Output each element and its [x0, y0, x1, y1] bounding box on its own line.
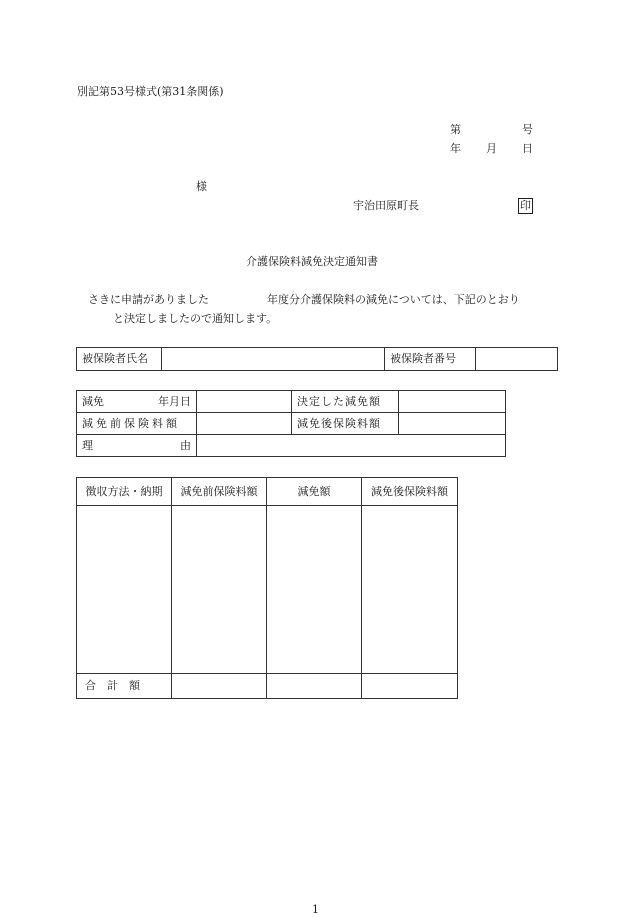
before-premium-value [197, 413, 292, 435]
header-reduction-amount: 減免額 [267, 478, 362, 506]
after-premium-label: 減免後保険料額 [292, 413, 399, 435]
reduction-table [76, 390, 506, 457]
reason-label-a: 理 [82, 438, 93, 452]
body-line-2: と決定しましたので通知します。 [113, 312, 278, 325]
reduction-date-label [77, 391, 197, 413]
after-premium-value [399, 413, 506, 435]
body-cell-reduction [267, 506, 362, 674]
header-collection-method: 徴収方法・納期 [77, 478, 172, 506]
insured-number-value [476, 348, 558, 371]
document-title: 介護保険料減免決定通知書 [246, 255, 378, 268]
form-label: 別記第53号様式(第31条関係) [77, 85, 224, 98]
doc-number-prefix: 第 [450, 123, 461, 136]
page-number: 1 [312, 903, 319, 916]
decided-amount-label: 決定した減免額 [292, 391, 399, 413]
total-reduction [267, 674, 362, 699]
body-cell-method [77, 506, 172, 674]
insured-table [76, 347, 558, 371]
reason-label [77, 435, 197, 457]
insured-name-label: 被保険者氏名 [77, 348, 162, 371]
reason-label-b: 由 [180, 438, 191, 452]
date-day-label: 日 [522, 142, 533, 155]
body-cell-after [362, 506, 458, 674]
reduction-date-label-a: 減免 [82, 394, 104, 408]
reduction-date-label-b: 年月日 [158, 394, 191, 408]
decided-amount-value [399, 391, 506, 413]
total-label: 合 計 額 [77, 674, 172, 699]
header-after-premium: 減免後保険料額 [362, 478, 458, 506]
date-year-label: 年 [450, 142, 461, 155]
breakdown-table [76, 477, 458, 699]
addressee-suffix: 様 [196, 180, 207, 193]
header-before-premium: 減免前保険料額 [172, 478, 267, 506]
reduction-date-value [197, 391, 292, 413]
body-line-1a: さきに申請がありました [88, 293, 209, 306]
total-after [362, 674, 458, 699]
insured-name-value [162, 348, 385, 371]
doc-number-suffix: 号 [522, 123, 533, 136]
issuer-name: 宇治田原町長 [353, 199, 419, 212]
total-before [172, 674, 267, 699]
reason-value [197, 435, 506, 457]
seal-mark: 印 [520, 199, 531, 212]
date-month-label: 月 [486, 142, 497, 155]
body-line-1b: 年度分介護保険料の減免については、下記のとおり [267, 293, 520, 306]
insured-number-label: 被保険者番号 [385, 348, 476, 371]
body-cell-before [172, 506, 267, 674]
before-premium-label: 減免前保険料額 [77, 413, 197, 435]
